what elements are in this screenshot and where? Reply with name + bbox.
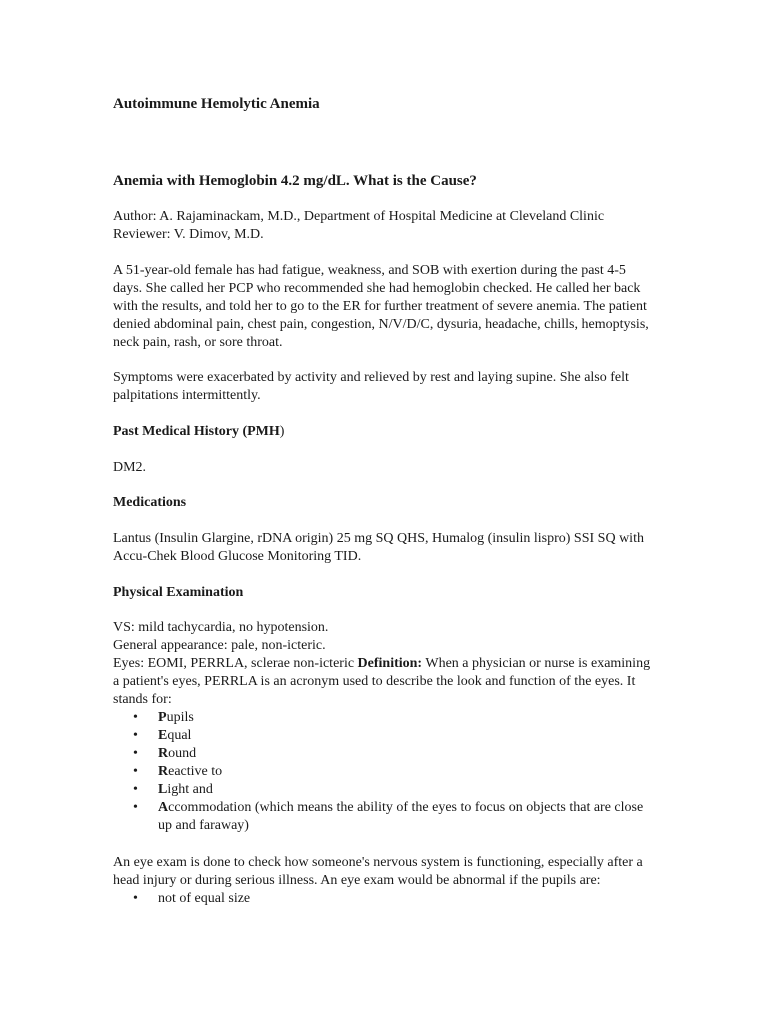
author-line: Author: A. Rajaminackam, M.D., Department of Hospital Medicine at Cleveland Clinic [113,209,605,224]
symptoms-text: Symptoms were exacerbated by activity and relieved by rest and laying supine. She also felt palpitations intermittently. [113,370,629,403]
perrla-list-item [113,799,658,835]
perrla-initial: R [158,764,169,779]
medications-paragraph [113,530,658,566]
perrla-word-rest: upils [166,710,194,725]
exam-heading [113,584,658,602]
eyes-line: Eyes: EOMI, PERRLA, sclerae non-icteric [113,656,358,671]
perrla-initial: P [158,710,167,725]
perrla-initial: R [158,746,169,761]
perrla-list [113,709,658,835]
pmh-value [113,459,658,477]
perrla-list-item [113,745,658,763]
document-title: Autoimmune Hemolytic Anemia [113,96,320,112]
definition-text: When a physician or nurse is examining a patient's eyes, PERRLA is an acronym used to describe the look and function of the eyes. It stands for: [113,656,651,707]
case-title: Anemia with Hemoglobin 4.2 mg/dL. What is the Cause? [113,173,477,189]
medications-heading [113,494,658,512]
history-text: A 51-year-old female has had fatigue, weakness, and SOB with exertion during the past 4-5 days. She called her PCP who recommended she had hemoglobin checked. He called her back with the results, and told her to go to the ER for further treatment of severe anemia. The patient denied abdominal pain, chest pain, congestion, N/V/D/C, dysuria, headache, chills, hemoptysis, neck pain, rash, or sore throat. [113,263,649,350]
perrla-word-rest: qual [167,728,192,743]
perrla-word-rest: ound [168,746,197,761]
pmh-heading-bold: Past Medical History (PMH [113,424,280,439]
eye-exam-paragraph [113,854,658,908]
perrla-word-rest: ccommodation (which means the ability of the eyes to focus on objects that are close up and faraway) [158,800,644,833]
perrla-word-rest: eactive to [168,764,223,779]
general-appearance-line: General appearance: pale, non-icteric. [113,638,326,653]
definition-label: Definition: [357,656,423,671]
symptoms-paragraph [113,369,658,405]
pmh-text: DM2. [113,460,147,475]
exam-block [113,619,658,835]
perrla-list-item [113,763,658,781]
perrla-initial: L [158,782,168,797]
medications-text: Lantus (Insulin Glargine, rDNA origin) 25 mg SQ QHS, Humalog (insulin lispro) SSI SQ with Accu-Chek Blood Glucose Monitoring TID. [113,531,644,564]
abnormal-pupils-list [113,890,658,908]
perrla-list-item [113,781,658,799]
eyes-paragraph [113,655,658,709]
pmh-heading [113,423,658,441]
reviewer-line: Reviewer: V. Dimov, M.D. [113,227,264,242]
medications-heading-text: Medications [113,495,187,510]
perrla-initial: E [158,728,168,743]
eye-exam-text: An eye exam is done to check how someone's nervous system is functioning, especially after a head injury or during serious illness. An eye exam would be abnormal if the pupils are: [113,855,643,888]
pmh-heading-tail: ) [279,424,285,439]
author-block [113,208,658,244]
history-paragraph [113,262,658,352]
perrla-list-item [113,709,658,727]
exam-heading-text: Physical Examination [113,585,244,600]
vital-signs-line: VS: mild tachycardia, no hypotension. [113,620,329,635]
perrla-initial: A [158,800,169,815]
abnormal-pupils-item: • not of equal size [113,890,658,908]
perrla-word-rest: ight and [167,782,213,797]
perrla-list-item [113,727,658,745]
